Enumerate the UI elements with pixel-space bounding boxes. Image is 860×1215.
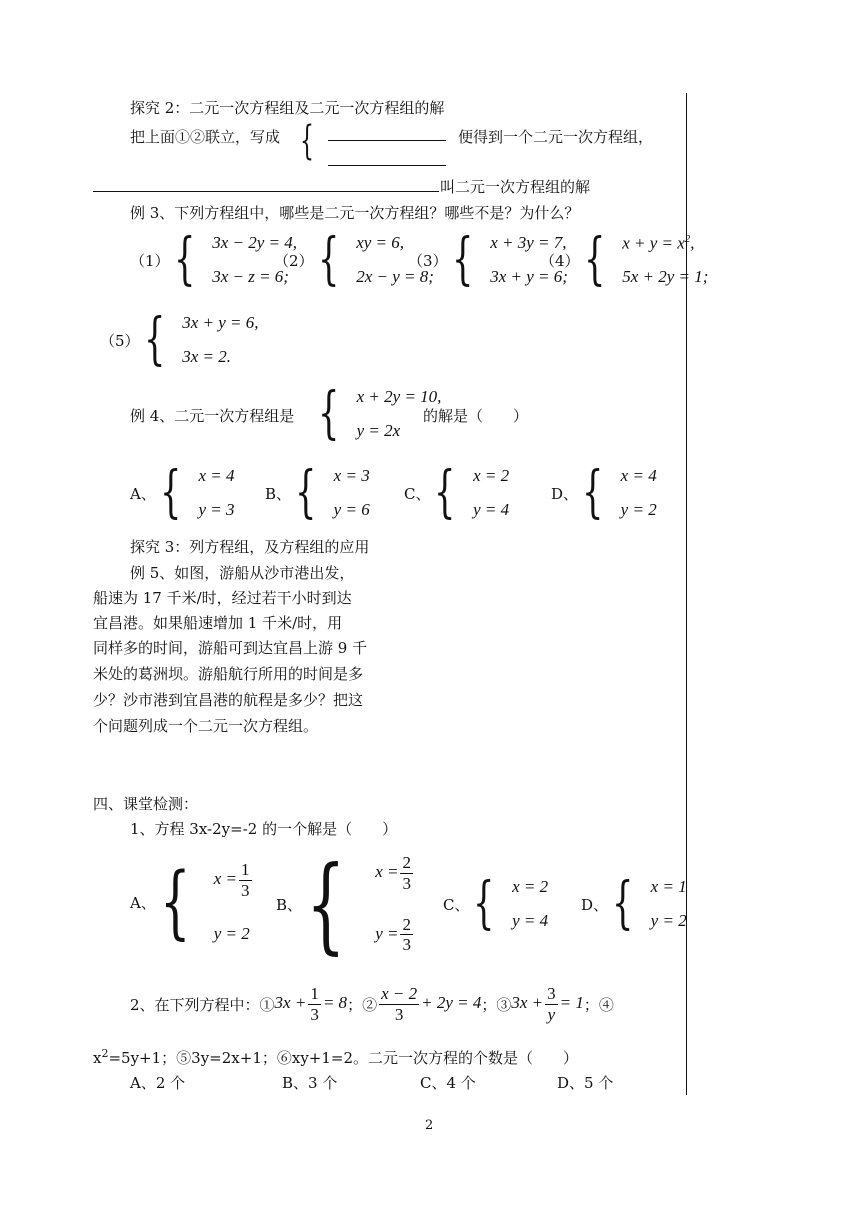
q1-option-d[interactable]: D、 { x = 1 y = 2 xyxy=(581,871,687,936)
q2-equations: 2、在下列方程中：① 3x + $\frac{1}{3}$ = 8 ；② $\frac{x - 2}{3}$ + 2y = 4 ；③ 3x + $\frac{3}{y}$ = 1 ；④ xyxy=(130,984,614,1024)
ex5-line-5: 米处的葛洲坝。游船航行所用的时间是多 xyxy=(93,665,364,683)
ex3-system-2: （2） { xy = 6, 2x − y = 8; xyxy=(274,227,434,292)
q2-line2: $x^2=5y+1$；⑤3y=2x+1；⑥xy+1=2。二元一次方程的个数是（ ） xyxy=(93,1047,579,1067)
explore3-title: 探究 3：列方程组，及方程组的应用 xyxy=(130,538,370,556)
explore2-line3-post: 叫二元一次方程组的解 xyxy=(440,178,591,196)
q1-option-a[interactable]: A、 { x = $\frac{1}{3}$ y = 2 xyxy=(130,855,250,948)
ex5-line-2: 船速为 17 千米/时，经过若干小时到达 xyxy=(93,589,352,607)
ex3-system-3: （3） { x + 3y = 7, 3x + y = 6; xyxy=(408,227,568,292)
ex4-system: { x + 2y = 10, y = 2x xyxy=(318,381,442,446)
ex5-line-1: 例 5、如图，游船从沙市港出发， xyxy=(130,564,355,582)
ex3-system-1: （1） { 3x − 2y = 4, 3x − z = 6; xyxy=(130,227,297,292)
ex3-system-4: （4） { $x + y = x^2$, 5x + 2y = 1; xyxy=(540,227,709,292)
ex4-option-b[interactable]: B、 { x = 3 y = 6 xyxy=(265,460,370,525)
ex4-question-post: 的解是（ ） xyxy=(423,407,529,425)
explore2-line2-post: 便得到一个二元一次方程组， xyxy=(458,128,654,146)
explore2-title: 探究 2：二元一次方程组及二元一次方程组的解 xyxy=(130,99,445,117)
ex4-option-a[interactable]: A、 { x = 4 y = 3 xyxy=(130,460,235,525)
q2-option-c[interactable]: C、4 个 xyxy=(420,1074,476,1092)
section4-title: 四、课堂检测： xyxy=(93,795,199,813)
page-number: 2 xyxy=(425,1118,434,1133)
q1-option-c[interactable]: C、 { x = 2 y = 4 xyxy=(443,871,549,936)
ex5-line-3: 宜昌港。如果船速增加 1 千米/时，用 xyxy=(93,614,343,632)
ex5-line-4: 同样多的时间，游船可到达宜昌上游 9 千 xyxy=(93,639,368,657)
blank-equation-1[interactable] xyxy=(328,140,446,141)
ex3-question: 例 3、下列方程组中，哪些是二元一次方程组？哪些不是？为什么？ xyxy=(130,204,580,222)
ex4-option-c[interactable]: C、 { x = 2 y = 4 xyxy=(404,460,510,525)
q1-question: 1、方程 3x-2y=-2 的一个解是（ ） xyxy=(130,820,398,838)
q2-option-a[interactable]: A、2 个 xyxy=(130,1074,186,1092)
blank-solution-definition[interactable] xyxy=(93,191,439,192)
explore2-line2-pre: 把上面①②联立，写成 xyxy=(130,128,281,146)
ex3-system-5: （5） { 3x + y = 6, 3x = 2. xyxy=(100,307,259,372)
blank-equation-2[interactable] xyxy=(328,165,446,166)
q1-option-b[interactable]: B、 { x = $\frac{2}{3}$ y = $\frac{2}{3}$ xyxy=(276,843,411,965)
ex5-line-6: 少？沙市港到宜昌港的航程是多少？把这 xyxy=(93,691,364,709)
ex5-line-7: 个问题列成一个二元一次方程组。 xyxy=(93,717,319,735)
q2-option-d[interactable]: D、5 个 xyxy=(557,1074,614,1092)
ex4-option-d[interactable]: D、 { x = 4 y = 2 xyxy=(551,460,657,525)
system-brace: { xyxy=(300,118,314,164)
q2-option-b[interactable]: B、3 个 xyxy=(282,1074,338,1092)
ex4-question-pre: 例 4、二元一次方程组是 xyxy=(130,407,295,425)
